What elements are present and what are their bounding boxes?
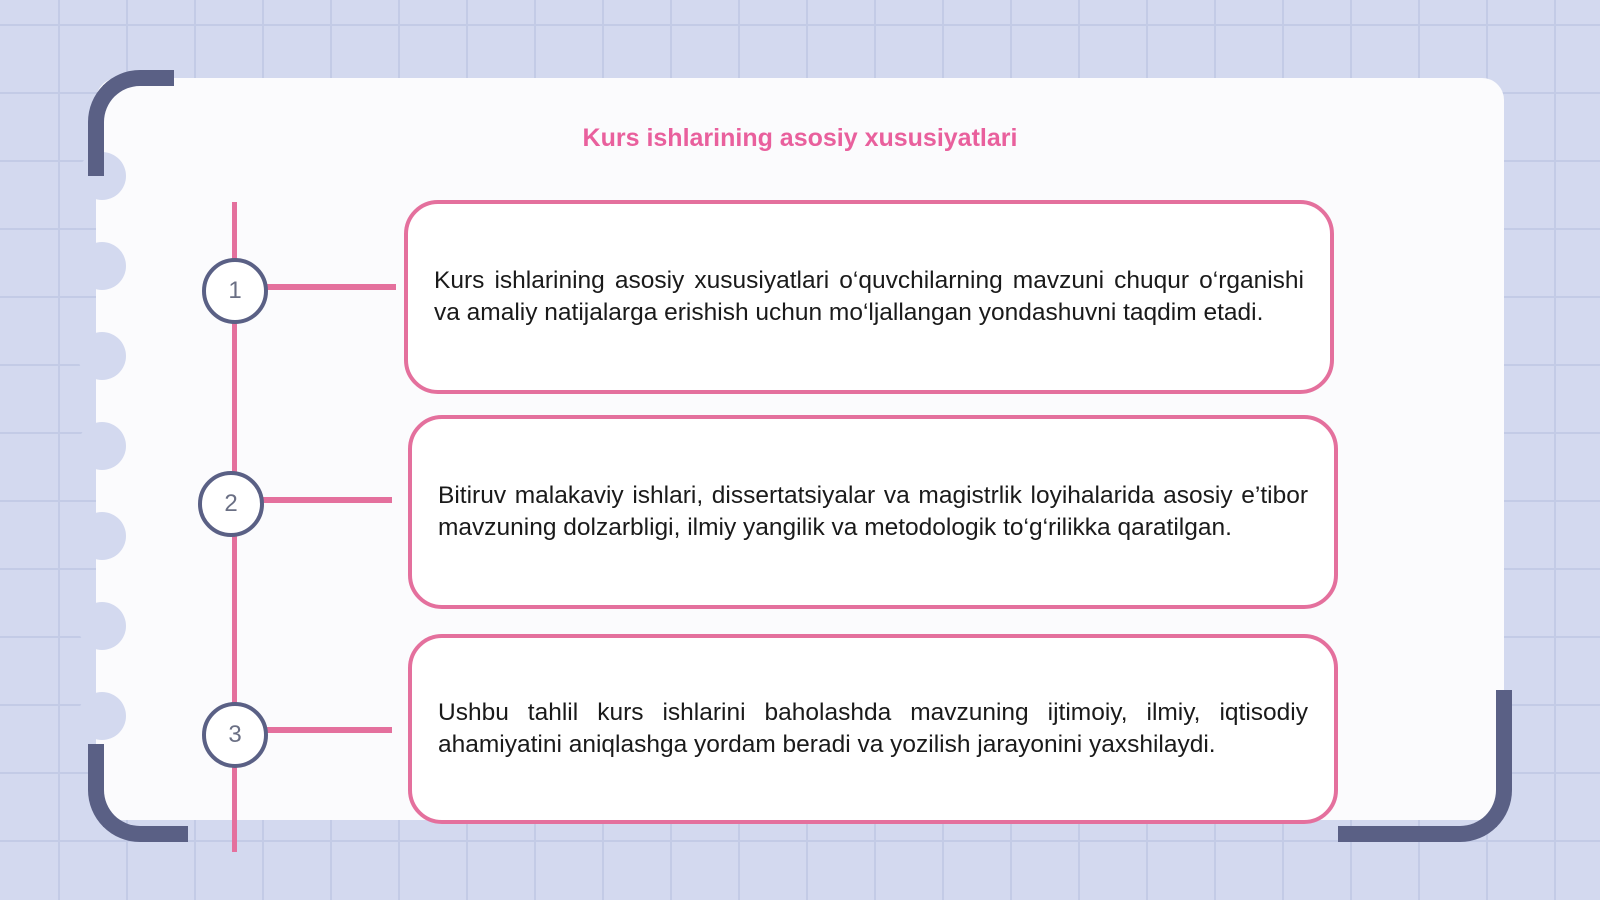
- binder-hole: [78, 422, 126, 470]
- binder-hole: [78, 512, 126, 560]
- binder-hole: [78, 332, 126, 380]
- corner-bracket-top-left: [88, 70, 174, 176]
- step-number-2: 2: [198, 471, 264, 537]
- corner-bracket-bottom-right: [1338, 690, 1512, 842]
- feature-card-3: [408, 634, 1338, 824]
- binder-hole: [78, 692, 126, 740]
- binder-hole: [78, 602, 126, 650]
- timeline-connector: [266, 727, 392, 733]
- step-number-1: 1: [202, 258, 268, 324]
- feature-card-2: [408, 415, 1338, 609]
- corner-bracket-bottom-left: [88, 744, 188, 842]
- feature-card-text: Bitiruv malakaviy ishlari, dissertatsiyalar va magistrlik loyihalarida asosiy e’tibor mavzuning dolzarbligi, ilmiy yangilik va metodologik to‘g‘rilikka qaratilgan.: [438, 482, 1308, 541]
- slide-title: Kurs ishlarining asosiy xususiyatlari: [582, 124, 1018, 152]
- step-number-3: 3: [202, 702, 268, 768]
- feature-card-text: Kurs ishlarining asosiy xususiyatlari o‘quvchilarning mavzuni chuqur o‘rganishi va amaliy natijalarga erishish uchun mo‘ljallangan yondashuvni taqdim etadi.: [434, 267, 1304, 326]
- timeline-connector: [266, 284, 396, 290]
- feature-card-1: [404, 200, 1334, 394]
- timeline-connector: [262, 497, 392, 503]
- binder-hole: [78, 242, 126, 290]
- feature-card-text: Ushbu tahlil kurs ishlarini baholashda mavzuning ijtimoiy, ilmiy, iqtisodiy ahamiyatini aniqlashga yordam beradi va yozilish jarayonini yaxshilaydi.: [438, 699, 1308, 758]
